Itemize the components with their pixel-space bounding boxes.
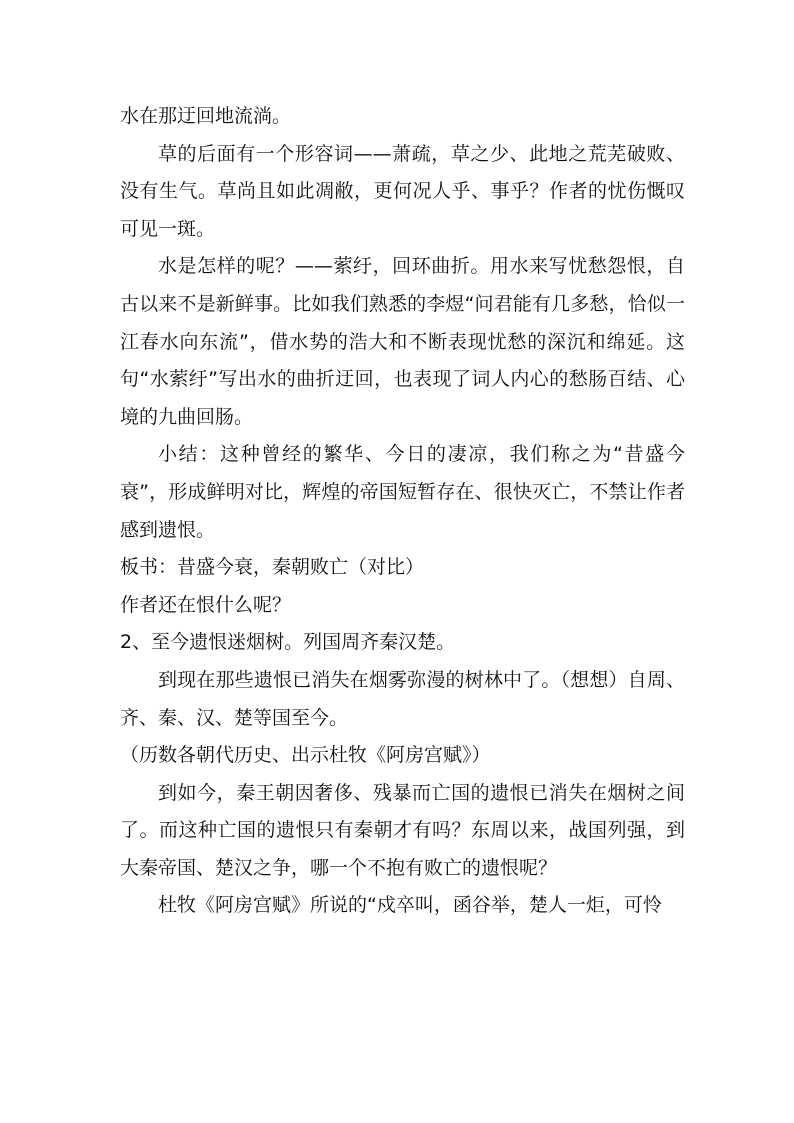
paragraph-question: 作者还在恨什么呢？ <box>120 593 292 616</box>
document-body <box>120 98 685 925</box>
paragraph-water-winding: 水是怎样的呢？——萦纡，回环曲折。用水来写忧愁怨恨，自古以来不是新鲜事。比如我们熟悉的李煜“问君能有几多愁，恰似一江春水向东流”，借水势的浩大和不断表现忧愁的深沉和绵延。这句“水萦纡”写出水的曲折迂回，也表现了词人内心的愁肠百结、心境的九曲回肠。 <box>120 255 685 428</box>
paragraph-explanation: 到现在那些遗恨已消失在烟雾弥漫的树林中了。（想想）自周、齐、秦、汉、楚等国至今。 <box>120 668 685 729</box>
paragraph-du-mu-quote: 杜牧《阿房宫赋》所说的“戍卒叫，函谷举，楚人一炬，可怜 <box>158 894 662 917</box>
paragraph-grass-desolation: 草的后面有一个形容词——萧疏，草之少、此地之荒芜破败、没有生气。草尚且如此凋敝，更何况人乎、事乎？作者的忧伤慨叹可见一斑。 <box>120 142 685 240</box>
paragraph-blackboard-note: 板书：昔盛今衰，秦朝败亡（对比） <box>120 556 425 579</box>
paragraph-stage-note: （历数各朝代历史、出示杜牧《阿房宫赋》） <box>120 744 491 767</box>
paragraph-qin-dynasty: 到如今，秦王朝因奢侈、残暴而亡国的遗恨已消失在烟树之间了。而这种亡国的遗恨只有秦朝才有吗？东周以来，战国列强，到大秦帝国、楚汉之争，哪一个不抱有败亡的遗恨呢？ <box>120 781 685 879</box>
paragraph-summary: 小结：这种曾经的繁华、今日的凄凉，我们称之为“昔盛今衰”，形成鲜明对比，辉煌的帝国短暂存在、很快灭亡，不禁让作者感到遗恨。 <box>120 443 685 541</box>
paragraph-water-flowing: 水在那迂回地流淌。 <box>120 105 292 127</box>
paragraph-section-2-heading: 2、至今遗恨迷烟树。列国周齐秦汉楚。 <box>120 631 456 654</box>
